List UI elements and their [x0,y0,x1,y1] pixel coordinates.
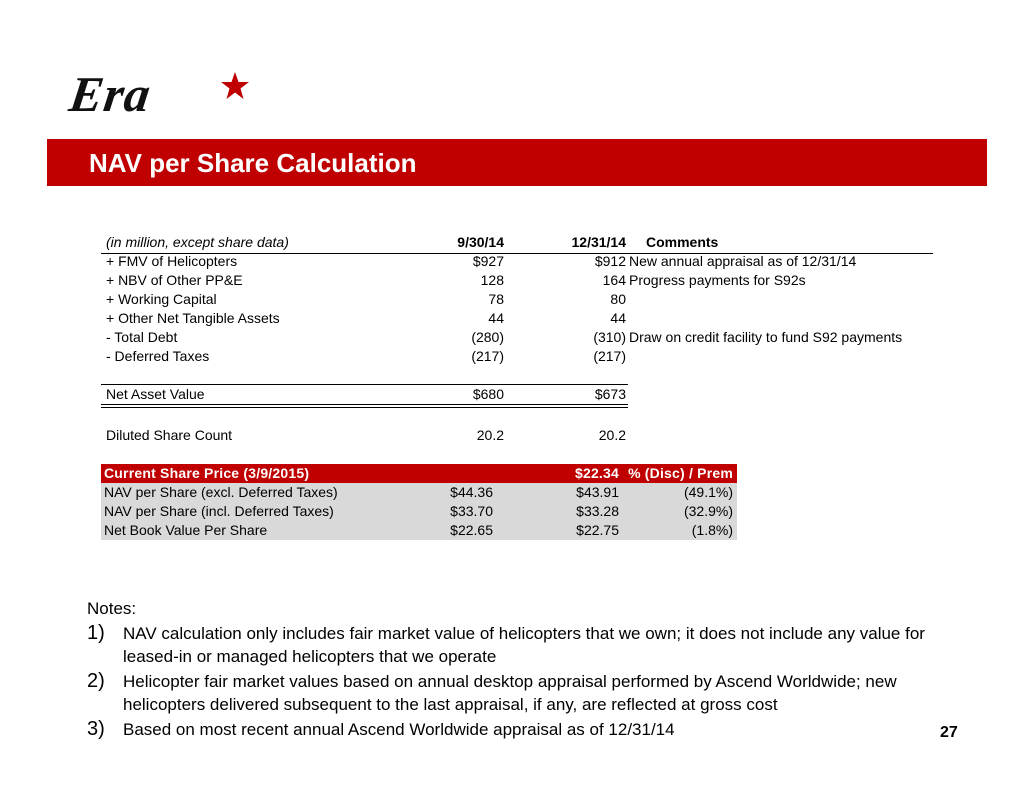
row-label: + Working Capital [106,291,217,307]
page-number: 27 [940,724,958,741]
nav-table [101,233,936,445]
row-label: Net Book Value Per Share [104,522,268,538]
notes-title: Notes: [87,599,137,618]
row-disc-prem: (49.1%) [683,484,733,500]
table-row [101,309,936,328]
row-value-12-31-14: 80 [610,291,626,307]
note-text: NAV calculation only includes fair market value of helicopters that we own; it does not include any value for leased-in or managed helicopters that we operate [123,624,925,666]
header-comments: Comments [646,234,719,250]
share-price-table [101,464,737,540]
nav-label: Net Asset Value [106,386,205,402]
note-number: 1) [87,622,105,644]
row-label: NAV per Share (incl. Deferred Taxes) [104,503,334,519]
row-value-12-31-14: $22.75 [576,522,619,538]
note-number: 3) [87,718,105,740]
row-value-12-31-14: (310) [593,329,626,345]
row-value-9-30-14: (280) [471,329,504,345]
row-disc-prem: (1.8%) [691,522,733,538]
spacer [101,366,936,384]
note-text: Helicopter fair market values based on annual desktop appraisal performed by Ascend Worldwide; new helicopters delivered subsequent to the last appraisal, if any, are reflected at gross cost [123,672,897,714]
row-disc-prem: (32.9%) [683,503,733,519]
row-label: + NBV of Other PP&E [106,272,243,288]
row-label: - Deferred Taxes [106,348,210,364]
row-value-12-31-14: $33.28 [576,503,619,519]
diluted-share-count-row [101,426,936,445]
logo-text: Era [66,66,155,122]
row-label: - Total Debt [106,329,178,345]
table-row [101,347,936,366]
note-text: Based on most recent annual Ascend Worldwide appraisal as of 12/31/14 [123,720,675,739]
nav-value-9-30-14: $680 [472,386,504,402]
note-item [87,622,947,668]
star-icon [220,71,250,101]
row-label: + Other Net Tangible Assets [106,310,280,326]
row-value-9-30-14: 78 [488,291,504,307]
row-value-9-30-14: (217) [471,348,504,364]
row-label: NAV per Share (excl. Deferred Taxes) [104,484,338,500]
diluted-value-12-31-14: 20.2 [598,427,626,443]
row-value-12-31-14: (217) [593,348,626,364]
header-col-9-30-14: 9/30/14 [457,234,504,250]
row-label: + FMV of Helicopters [106,253,238,269]
disc-prem-header: % (Disc) / Prem [628,465,733,481]
table-header [101,233,936,252]
note-item [87,718,947,741]
table-row [101,483,737,502]
table-row [101,502,737,521]
row-value-9-30-14: $33.70 [450,503,493,519]
note-item [87,670,947,716]
notes-section [87,597,947,743]
nav-value-12-31-14: $673 [594,386,626,402]
row-comment: New annual appraisal as of 12/31/14 [629,253,857,269]
row-value-9-30-14: 128 [480,272,504,288]
note-number: 2) [87,670,105,692]
page-title: NAV per Share Calculation [89,148,417,178]
header-units-label: (in million, except share data) [106,234,289,250]
table-row [101,290,936,309]
spacer [101,408,936,426]
share-price-value: $22.34 [574,465,619,481]
row-comment: Draw on credit facility to fund S92 payments [629,329,903,345]
row-value-9-30-14: $44.36 [450,484,493,500]
row-value-12-31-14: $43.91 [576,484,619,500]
net-asset-value-row [101,384,628,404]
row-value-12-31-14: $912 [594,253,626,269]
row-value-12-31-14: 164 [602,272,626,288]
table-row [101,328,936,347]
share-price-label: Current Share Price (3/9/2015) [104,465,310,481]
share-price-header [101,464,737,483]
table-row [101,252,936,271]
row-value-9-30-14: 44 [488,310,504,326]
table-row [101,521,737,540]
era-logo [66,66,260,122]
row-value-9-30-14: $22.65 [450,522,493,538]
diluted-value-9-30-14: 20.2 [476,427,504,443]
title-banner [47,139,987,186]
row-value-9-30-14: $927 [472,253,504,269]
header-col-12-31-14: 12/31/14 [571,234,626,250]
row-value-12-31-14: 44 [610,310,626,326]
row-comment: Progress payments for S92s [629,272,806,288]
table-row [101,271,936,290]
diluted-label: Diluted Share Count [106,427,233,443]
